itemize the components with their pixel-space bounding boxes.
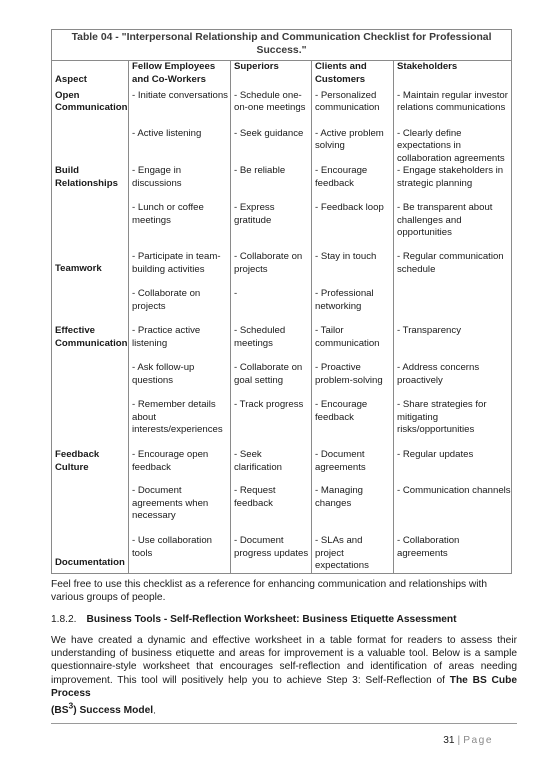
body-paragraph	[51, 634, 517, 718]
page-label: Page	[463, 735, 493, 746]
table-cell: - Scheduled meetings	[231, 325, 312, 362]
table-cell: - Active problem solving	[312, 128, 394, 166]
table-cell: - Schedule one-on-one meetings	[231, 90, 312, 128]
section-title: Business Tools - Self-Reflection Worksheet: Business Etiquette Assessment	[86, 614, 457, 625]
header-superiors: Superiors	[231, 61, 312, 90]
table-row	[52, 202, 512, 251]
aspect-cell	[52, 202, 129, 251]
table-cell: - Remember details about interests/experiences	[129, 399, 231, 449]
table-row	[52, 449, 512, 485]
table-row	[52, 165, 512, 202]
table-header-row	[52, 61, 512, 90]
table-cell: - Communication channels	[394, 485, 512, 535]
aspect-cell: Documentation	[55, 557, 125, 569]
aspect-cell	[52, 485, 129, 535]
table-cell: - Collaborate on projects	[231, 251, 312, 288]
table-cell: - Be transparent about challenges and opportunities	[394, 202, 512, 251]
page-number: 31	[443, 735, 455, 746]
table-cell: - Feedback loop	[312, 202, 394, 251]
table-cell: - Be reliable	[231, 165, 312, 202]
table-cell: - Engage stakeholders in strategic planning	[394, 165, 512, 202]
footer-divider	[51, 723, 517, 724]
table-cell: - Lunch or coffee meetings	[129, 202, 231, 251]
table-row	[52, 251, 512, 288]
table-cell: - Use collaboration tools	[129, 535, 231, 573]
header-fellow-employees: Fellow Employees and Co-Workers	[129, 61, 231, 90]
table-row	[52, 128, 512, 166]
aspect-cell: Open Communication	[55, 89, 128, 114]
table-cell: - Document agreements	[312, 449, 394, 485]
table-cell: - Managing changes	[312, 485, 394, 535]
header-clients: Clients and Customers	[312, 61, 394, 90]
aspect-cell: Effective Communication	[55, 325, 128, 349]
table-cell: - Clearly define expectations in collaboration agreements	[394, 128, 512, 166]
table-row	[52, 325, 512, 362]
table-cell: - Share strategies for mitigating risks/opportunities	[394, 399, 512, 449]
table-cell: - Professional networking	[312, 288, 394, 325]
aspect-cell: Teamwork	[55, 263, 102, 275]
table-cell: - Request feedback	[231, 485, 312, 535]
table-row	[52, 90, 512, 128]
table-cell: - Regular communication schedule	[394, 251, 512, 288]
table-cell: - Seek guidance	[231, 128, 312, 166]
table-cell: - SLAs and project expectations	[312, 535, 394, 573]
model-name: The BS Cube Process	[51, 674, 517, 699]
table-cell: - Regular updates	[394, 449, 512, 485]
checklist-table	[51, 29, 512, 574]
intro-paragraph: Feel free to use this checklist as a reference for enhancing communication and relationships with various groups of people.	[51, 579, 488, 604]
table-cell: - Track progress	[231, 399, 312, 449]
table-cell: - Active listening	[129, 128, 231, 166]
table-cell: - Collaborate on goal setting	[231, 362, 312, 399]
table-cell: - Engage in discussions	[129, 165, 231, 202]
table-cell: - Proactive problem-solving	[312, 362, 394, 399]
table-cell: -	[231, 288, 312, 325]
model-superscript: 3	[68, 701, 74, 712]
table-cell: - Ask follow-up questions	[129, 362, 231, 399]
table-cell: - Stay in touch	[312, 251, 394, 288]
header-aspect: Aspect	[55, 73, 87, 85]
aspect-cell	[52, 128, 129, 166]
table-cell: - Encourage feedback	[312, 165, 394, 202]
model-abbrev-end: ) Success Model	[73, 705, 154, 717]
table-row	[52, 485, 512, 535]
aspect-cell: Build Relationships	[55, 165, 118, 189]
section-heading	[51, 613, 517, 626]
table-row	[52, 535, 512, 573]
table-row	[52, 288, 512, 325]
section-number: 1.8.2.	[51, 614, 77, 625]
table-cell: - Address concerns proactively	[394, 362, 512, 399]
table-row	[52, 362, 512, 399]
aspect-cell	[52, 288, 129, 325]
header-stakeholders: Stakeholders	[394, 61, 512, 90]
aspect-cell: Feedback Culture	[55, 449, 100, 473]
model-abbrev: (BS	[51, 705, 69, 717]
footer-separator: |	[457, 735, 461, 746]
table-caption: Table 04 - "Interpersonal Relationship and Communication Checklist for Professional Success."	[71, 32, 492, 56]
table-cell: - Tailor communication	[312, 325, 394, 362]
table-cell: - Participate in team-building activities	[129, 251, 231, 288]
table-cell: - Document progress updates	[231, 535, 312, 573]
table-cell: - Encourage open feedback	[129, 449, 231, 485]
table-cell: - Maintain regular investor relations communications	[394, 90, 512, 128]
table-caption-row	[52, 30, 512, 61]
aspect-cell	[52, 362, 129, 399]
paragraph-end: .	[153, 705, 156, 717]
table-cell: - Collaboration agreements	[394, 535, 512, 573]
aspect-cell	[52, 399, 129, 449]
table-cell: - Practice active listening	[129, 325, 231, 362]
table-cell	[394, 288, 512, 325]
page-footer	[443, 735, 493, 746]
table-cell: - Collaborate on projects	[129, 288, 231, 325]
table-row	[52, 399, 512, 449]
table-cell: - Transparency	[394, 325, 512, 362]
table-cell: - Express gratitude	[231, 202, 312, 251]
table-cell: - Personalized communication	[312, 90, 394, 128]
table-cell: - Document agreements when necessary	[129, 485, 231, 535]
table-cell: - Seek clarification	[231, 449, 312, 485]
paragraph-text: We have created a dynamic and effective worksheet in a table format for readers to assess their understanding of business etiquette and areas for improvement is a valuable tool. Below is a sample questionnaire-style worksheet that encourages self-reflection and identification of areas needing improvement. This tool will positively help you to achieve Step 3: Self-Reflection of	[51, 635, 517, 686]
table-cell: - Encourage feedback	[312, 399, 394, 449]
table-cell: - Initiate conversations	[129, 90, 231, 128]
